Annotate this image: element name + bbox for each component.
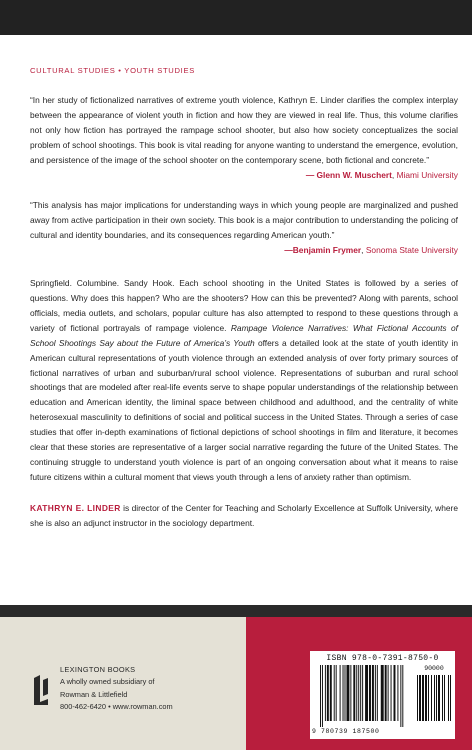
divider-band bbox=[0, 605, 472, 617]
isbn-barcode bbox=[310, 651, 455, 739]
blurb-author-affiliation: Miami University bbox=[396, 169, 458, 180]
category-label: CULTURAL STUDIES • YOUTH STUDIES bbox=[30, 66, 196, 75]
publisher-parent: Rowman & Littlefield bbox=[60, 689, 128, 699]
blurb-muschert-quote: “In her study of fictionalized narratives of extreme youth violence, Kathryn E. Linder clarifies the complex interplay between the appearance of violent youth in fiction and how they are viewed in real life. Thus, this volume clarifies not only how fiction has portrayed the rampage school shooter, but also how society conceptualizes the social problem of school shootings. This book is vital reading for anyone wanting to understand the emergence, evolution, and persistence of the image of the school shooter on the contemporary scene, both fictional and concrete.” bbox=[30, 95, 458, 165]
lexington-logo-icon bbox=[32, 672, 50, 708]
description-text-end: offers a detailed look at the state of youth identity in American cultural representations of youth violence through an extended analysis of over forty primary sources of fictional narratives of urban and suburban/rural school violence. Representations of suburban and rural school shootings that are modeled after real-life events serve to shape popular understandings of the relationship between education and American identity, the liminal space between childhood and adulthood, and the centrality of white heterosexual masculinity to definitions of social and political success in the United States. Through a series of case studies that offer in-depth examinations of fictional depictions of school shootings in film and literature, it becomes clear that these stories are representative of a larger social narrative regarding the future of the United States. The continuing struggle to understand youth violence is part of an ongoing conversation about what it means to raise future citizens within a cultural moment that views youth through a lens of anxiety rather than optimism. bbox=[30, 337, 459, 482]
publisher-subsidiary-line: A wholly owned subsidiary of bbox=[60, 677, 155, 687]
blurb-frymer-attribution: —Benjamin Frymer, Sonoma State University bbox=[284, 245, 458, 256]
book-description bbox=[30, 276, 458, 485]
author-bio-text: is director of the Center for Teaching and Scholarly Excellence at Suffolk University, where she is also an adjunct instructor in the sociology department. bbox=[30, 502, 458, 528]
publisher-info bbox=[60, 664, 173, 714]
barcode-addon-number: 90000 bbox=[424, 665, 444, 672]
author-bio bbox=[30, 501, 458, 531]
barcode-icon bbox=[320, 665, 414, 727]
blurb-muschert-attribution: — Glenn W. Muschert, Miami University bbox=[305, 169, 458, 180]
publisher-contact: 800-462-6420 • www.rowman.com bbox=[60, 702, 173, 712]
publisher-name: LEXINGTON BOOKS bbox=[60, 665, 136, 674]
addon-barcode-icon bbox=[417, 675, 451, 727]
blurb-author-name: —Benjamin Frymer bbox=[284, 245, 362, 256]
author-name: KATHRYN E. LINDER bbox=[30, 502, 121, 513]
blurb-frymer-quote: “This analysis has major implications for understanding ways in which young people are marginalized and pushed away from active participation in their own society. This book is a major contribution to understanding the policing of cultural and identity boundaries, and its consequences regarding American youth.” bbox=[30, 200, 458, 241]
blurb-author-affiliation: Sonoma State University bbox=[365, 245, 458, 256]
description-text-start: Springfield. Columbine. Sandy Hook. Each school shooting in the United States is followed by a series of questions. Why does this happen? Who are the shooters? How can this be prevented? Along with parents, school officials, media outlets, and scholars, popular culture has also attempted to respond to these questions through a variety of fictional portrayals of rampage violence. bbox=[30, 278, 458, 333]
top-band bbox=[0, 0, 472, 35]
blurb-author-name: — Glenn W. Muschert bbox=[305, 169, 392, 180]
back-cover-text bbox=[30, 66, 458, 531]
book-title: Rampage Violence Narratives: What Fictional Accounts of School Shootings Say about the Future of America’s Youth bbox=[30, 322, 459, 348]
isbn-number: ISBN 978-0-7391-8750-0 bbox=[326, 654, 439, 663]
barcode-digits: 9 780739 187500 bbox=[312, 728, 380, 735]
